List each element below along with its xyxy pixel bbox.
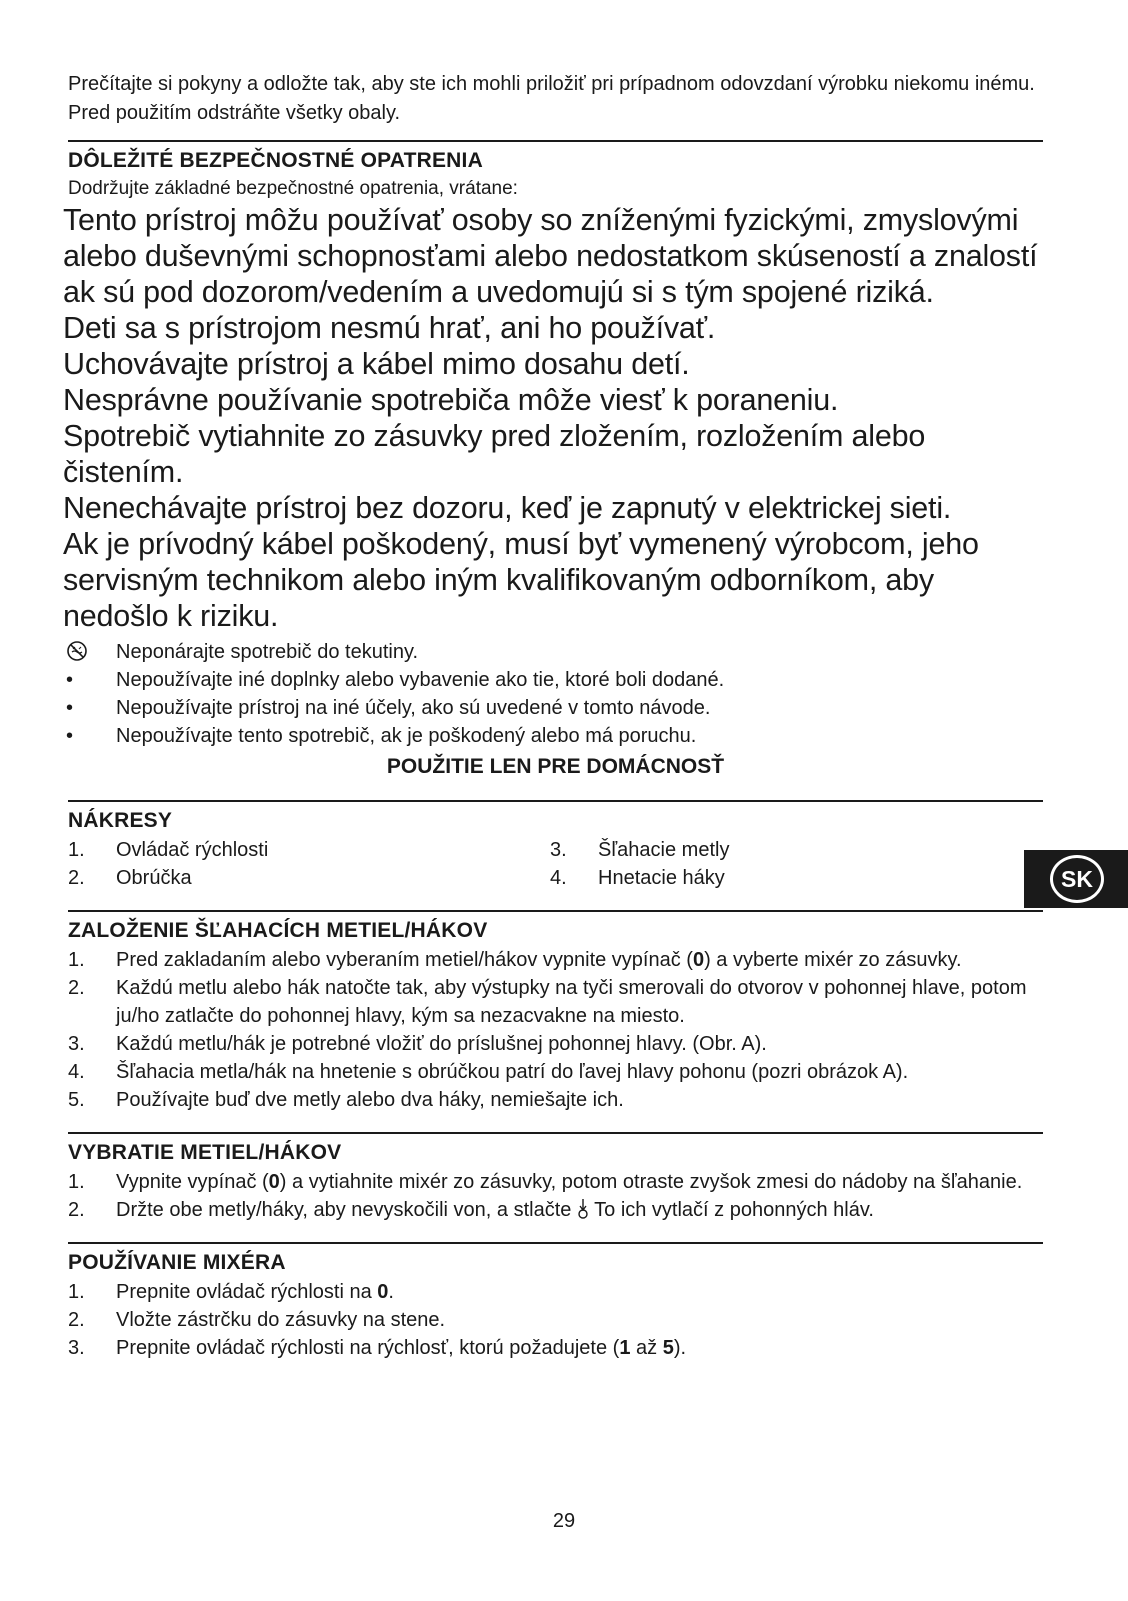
item-label: Ovládač rýchlosti [116, 839, 269, 861]
item-bold: 1 [619, 1337, 631, 1359]
item-number: 1. [68, 949, 85, 971]
list-item-text: Neponárajte spotrebič do tekutiny. [116, 641, 419, 663]
fitting-heading: ZALOŽENIE ŠĽAHACÍCH METIEL/HÁKOV [68, 919, 488, 942]
using-section [68, 1242, 1043, 1362]
warning-paragraph: Nenechávajte prístroj bez dozoru, keď je zapnutý v elektrickej sieti. [63, 491, 952, 525]
drawings-columns [68, 836, 1043, 892]
item-text: ) a vytiahnite mixér zo zásuvky, potom otraste zvyšok zmesi do nádoby na šľahanie. [279, 1171, 1023, 1193]
item-number: 1. [68, 1281, 85, 1303]
warning-paragraph: Tento prístroj môžu používať osoby so zníženými fyzickými, zmyslovými alebo duševnými schopnosťami alebo nedostatkom skúseností a znalostí ak sú pod dozorom/vedením a uvedomujú si s tým spojené riziká. [63, 203, 1038, 309]
list-item [68, 1278, 1043, 1306]
section-divider [68, 910, 1043, 912]
item-number: 3. [550, 839, 567, 861]
item-text: ). [673, 1337, 687, 1359]
list-item [68, 974, 1043, 1030]
item-label: Šľahacie metly [598, 839, 730, 861]
fitting-section [68, 910, 1043, 1114]
section-divider [68, 1242, 1043, 1244]
item-number: 5. [68, 1089, 85, 1111]
item-number: 2. [68, 1199, 85, 1221]
list-item [68, 638, 1043, 666]
item-label: Obrúčka [116, 867, 192, 889]
warning-paragraph: Ak je prívodný kábel poškodený, musí byť vymenený výrobcom, jeho servisným technikom alebo iným kvalifikovaným odborníkom, aby nedošlo k riziku. [63, 527, 979, 633]
list-item [68, 946, 1043, 974]
item-text: Vypnite vypínač ( [116, 1171, 269, 1193]
list-item [68, 722, 1043, 750]
warning-paragraph: Spotrebič vytiahnite zo zásuvky pred zložením, rozložením alebo čistením. [63, 419, 926, 489]
list-item [68, 836, 550, 864]
item-text: Každú metlu/hák je potrebné vložiť do príslušnej pohonnej hlavy. (Obr. A). [116, 1033, 767, 1055]
page-number: 29 [552, 1510, 576, 1532]
item-text: . [388, 1281, 394, 1303]
item-text: Šľahacia metla/hák na hnetenie s obrúčkou patrí do ľavej hlavy pohonu (pozri obrázok A). [116, 1061, 909, 1083]
bullet-marker: • [66, 697, 74, 719]
drawings-column-right [550, 836, 1032, 892]
warning-paragraph: Uchovávajte prístroj a kábel mimo dosahu detí. [63, 347, 690, 381]
item-text: ) a vyberte mixér zo zásuvky. [704, 949, 962, 971]
item-label: Hnetacie háky [598, 867, 725, 889]
item-text: až [630, 1337, 663, 1359]
removing-section [68, 1132, 1043, 1224]
warning-paragraph: Nesprávne používanie spotrebiča môže viesť k poraneniu. [63, 383, 839, 417]
safety-heading: DÔLEŽITÉ BEZPEČNOSTNÉ OPATRENIA [68, 149, 483, 172]
fitting-list [68, 946, 1043, 1114]
item-number: 1. [68, 839, 85, 861]
list-item [68, 1058, 1043, 1086]
language-badge: SK [1050, 855, 1104, 903]
item-bold: 0 [268, 1171, 280, 1193]
item-text: Pred zakladaním alebo vyberaním metiel/hákov vypnite vypínač ( [116, 949, 693, 971]
item-text: To ich vytlačí z pohonných hláv. [588, 1199, 874, 1221]
drawings-column-left [68, 836, 550, 892]
list-item-text: Nepoužívajte tento spotrebič, ak je poškodený alebo má poruchu. [116, 725, 697, 747]
safety-warnings [63, 202, 1043, 634]
eject-icon [577, 1198, 589, 1220]
household-note: POUŽITIE LEN PRE DOMÁCNOSŤ [386, 755, 725, 778]
bullet-marker: • [66, 725, 74, 747]
item-number: 4. [550, 867, 567, 889]
removing-list [68, 1168, 1043, 1224]
using-heading: POUŽÍVANIE MIXÉRA [68, 1251, 286, 1274]
list-item [550, 864, 1032, 892]
item-text: Prepnite ovládač rýchlosti na [116, 1281, 378, 1303]
item-text: Prepnite ovládač rýchlosti na rýchlosť, ktorú požadujete ( [116, 1337, 620, 1359]
item-number: 4. [68, 1061, 85, 1083]
list-item-text: Nepoužívajte iné doplnky alebo vybavenie ako tie, ktoré boli dodané. [116, 669, 725, 691]
item-number: 3. [68, 1033, 85, 1055]
drawings-section [68, 800, 1043, 892]
section-divider [68, 800, 1043, 802]
bullet-marker: • [66, 669, 74, 691]
item-text: Držte obe metly/háky, aby nevyskočili von, a stlačte [116, 1199, 577, 1221]
no-immersion-icon [66, 638, 106, 666]
list-item [68, 1030, 1043, 1058]
item-number: 1. [68, 1171, 85, 1193]
list-item [68, 666, 1043, 694]
safety-section [63, 140, 1043, 782]
item-number: 2. [68, 977, 85, 999]
item-bold: 0 [692, 949, 705, 971]
item-text: Používajte buď dve metly alebo dva háky, nemiešajte ich. [116, 1089, 624, 1111]
item-bold: 0 [377, 1281, 389, 1303]
removing-heading: VYBRATIE METIEL/HÁKOV [68, 1141, 342, 1164]
language-tab [1024, 850, 1128, 908]
list-item [68, 1196, 1043, 1224]
safety-subtext: Dodržujte základné bezpečnostné opatrenia, vrátane: [68, 178, 518, 199]
list-item [68, 864, 550, 892]
item-text: Vložte zástrčku do zásuvky na stene. [116, 1309, 446, 1331]
list-item [68, 1306, 1043, 1334]
list-item [68, 1334, 1043, 1362]
list-item [550, 836, 1032, 864]
intro-text: Prečítajte si pokyny a odložte tak, aby ste ich mohli priložiť pri prípadnom odovzdaní výrobku niekomu inému. Pred použitím odstráňte všetky obaly. [68, 73, 1035, 124]
item-number: 2. [68, 1309, 85, 1331]
warning-paragraph: Deti sa s prístrojom nesmú hrať, ani ho používať. [63, 311, 716, 345]
item-bold: 5 [662, 1337, 674, 1359]
item-number: 3. [68, 1337, 85, 1359]
list-item [68, 1168, 1043, 1196]
section-divider [68, 140, 1043, 142]
section-divider [68, 1132, 1043, 1134]
list-item-text: Nepoužívajte prístroj na iné účely, ako sú uvedené v tomto návode. [116, 697, 711, 719]
manual-page [63, 70, 1043, 1362]
item-number: 2. [68, 867, 85, 889]
safety-bullets [68, 638, 1043, 750]
item-text: Každú metlu alebo hák natočte tak, aby výstupky na tyči smerovali do otvorov v pohonnej hlave, potom ju/ho zatlačte do pohonnej hlavy, kým sa nezacvakne na miesto. [116, 977, 1027, 1027]
using-list [68, 1278, 1043, 1362]
drawings-heading: NÁKRESY [68, 809, 173, 832]
list-item [68, 1086, 1043, 1114]
list-item [68, 694, 1043, 722]
